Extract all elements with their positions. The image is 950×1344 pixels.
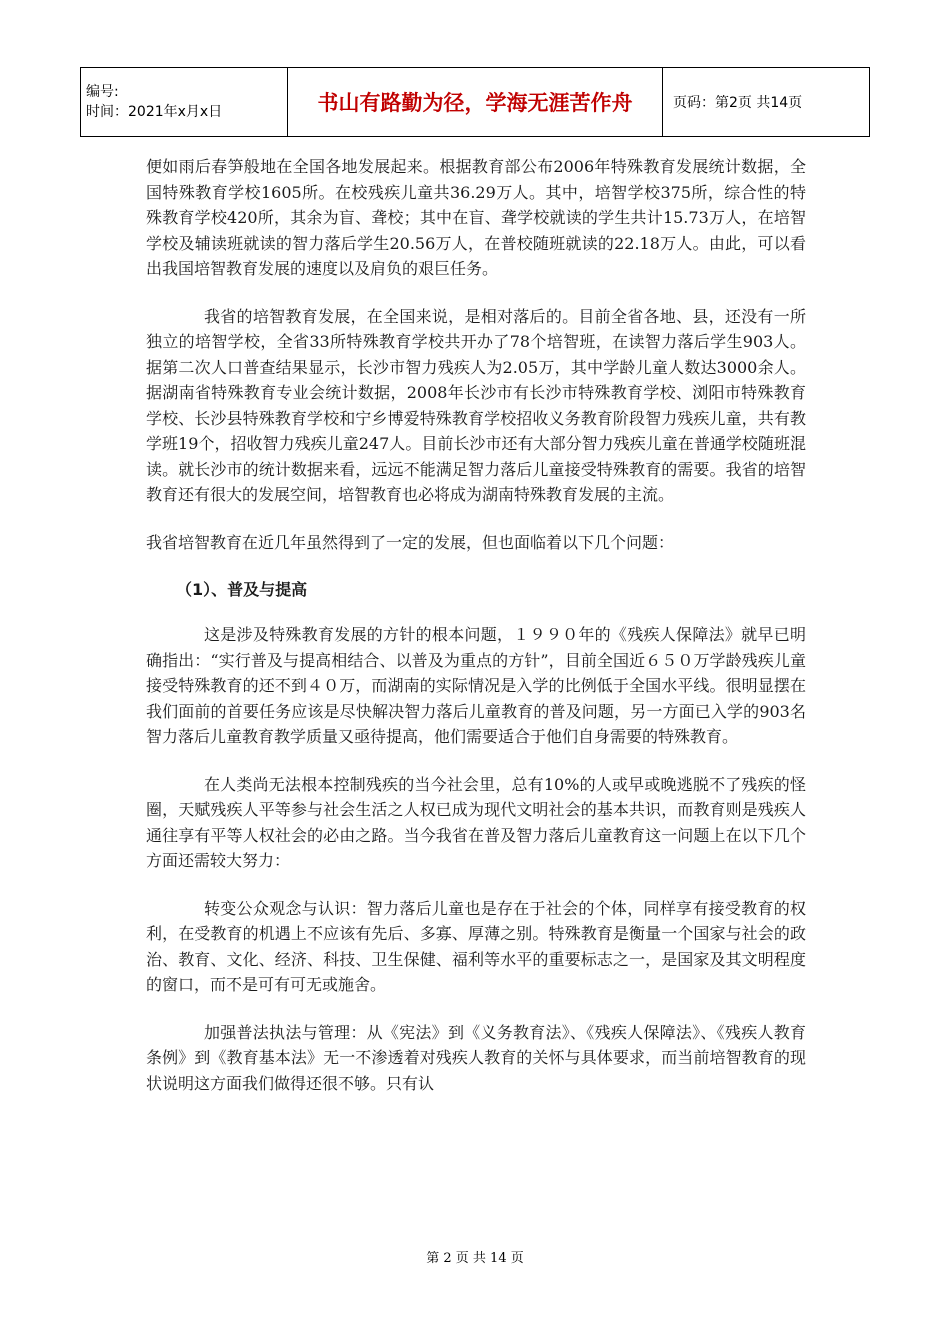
header-motto: 书山有路勤为径，学海无涯苦作舟 — [288, 68, 663, 137]
document-body — [146, 154, 806, 1118]
document-date: 时间：2021年x月x日 — [86, 104, 223, 120]
paragraph-rights: 在人类尚无法根本控制残疾的当今社会里，总有10%的人或早或晚逃脱不了残疾的怪圈，天赋残疾人平等参与社会生活之人权已成为现代文明社会的基本共识，而教育则是残疾人通往享有平等人权社会的必由之路。当今我省在普及智力落后儿童教育这一问题上在以下几个方面还需较大努力： — [146, 774, 806, 870]
paragraph-province-status: 我省的培智教育发展，在全国来说，是相对落后的。目前全省各地、县，还没有一所独立的培智学校，全省33所特殊教育学校共开办了78个培智班，在读智力落后学生903人。据第二次人口普查结果显示，长沙市智力残疾人为2.05万，其中学龄儿童人数达3000余人。据湖南省特殊教育专业会统计数据，2008年长沙市有长沙市特殊教育学校、浏阳市特殊教育学校、长沙县特殊教育学校和宁乡博爱特殊教育学校招收义务教育阶段智力残疾儿童，共有教学班19个，招收智力残疾儿童247人。目前长沙市还有大部分智力残疾儿童在普通学校随班混读。就长沙市的统计数据来看，远远不能满足智力落后儿童接受特殊教育的需要。我省的培智教育还有很大的发展空间，培智教育也必将成为湖南特殊教育发展的主流。 — [146, 306, 806, 504]
paragraph-law-enforcement: 加强普法执法与管理：从《宪法》到《义务教育法》、《残疾人保障法》、《残疾人教育条例》到《教育基本法》无一不渗透着对残疾人教育的关怀与具体要求，而当前培智教育的现状说明这方面我们做得还很不够。只有认 — [146, 1022, 806, 1093]
section-heading: （1）、普及与提高 — [176, 580, 308, 599]
page-footer: 第 2 页 共 14 页 — [426, 1251, 524, 1266]
paragraph-continued: 便如雨后春笋般地在全国各地发展起来。根据教育部公布2006年特殊教育发展统计数据，全国特殊教育学校1605所。在校残疾儿童共36.29万人。其中，培智学校375所，综合性的特殊教育学校420所，其余为盲、聋校；其中在盲、聋学校就读的学生共计15.73万人，在培智学校及辅读班就读的智力落后学生20.56万人，在普校随班就读的22.18万人。由此，可以看出我国培智教育发展的速度以及肩负的艰巨任务。 — [146, 157, 806, 278]
header-page-info: 页码：第2页 共14页 — [663, 68, 870, 137]
paragraph-public-awareness: 转变公众观念与认识：智力落后儿童也是存在于社会的个体，同样享有接受教育的权利，在受教育的机遇上不应该有先后、多寡、厚薄之别。特殊教育是衡量一个国家与社会的政治、教育、文化、经济、科技、卫生保健、福利等水平的重要标志之一，是国家及其文明程度的窗口，而不是可有可无或施舍。 — [146, 898, 806, 994]
header-meta — [81, 68, 288, 137]
header-table — [80, 67, 870, 137]
document-number-label: 编号: — [86, 84, 119, 100]
paragraph-problems-intro: 我省培智教育在近几年虽然得到了一定的发展，但也面临着以下几个问题： — [146, 532, 675, 552]
paragraph-policy: 这是涉及特殊教育发展的方针的根本问题，１９９０年的《残疾人保障法》就早已明确指出：“实行普及与提高相结合、以普及为重点的方针”，目前全国近６５０万学龄残疾儿童接受特殊教育的还不到４０万，而湖南的实际情况是入学的比例低于全国水平线。很明显摆在我们面前的首要任务应该是尽快解决智力落后儿童教育的普及问题，另一方面已入学的903名智力落后儿童教育教学质量又亟待提高，他们需要适合于他们自身需要的特殊教育。 — [146, 625, 806, 746]
